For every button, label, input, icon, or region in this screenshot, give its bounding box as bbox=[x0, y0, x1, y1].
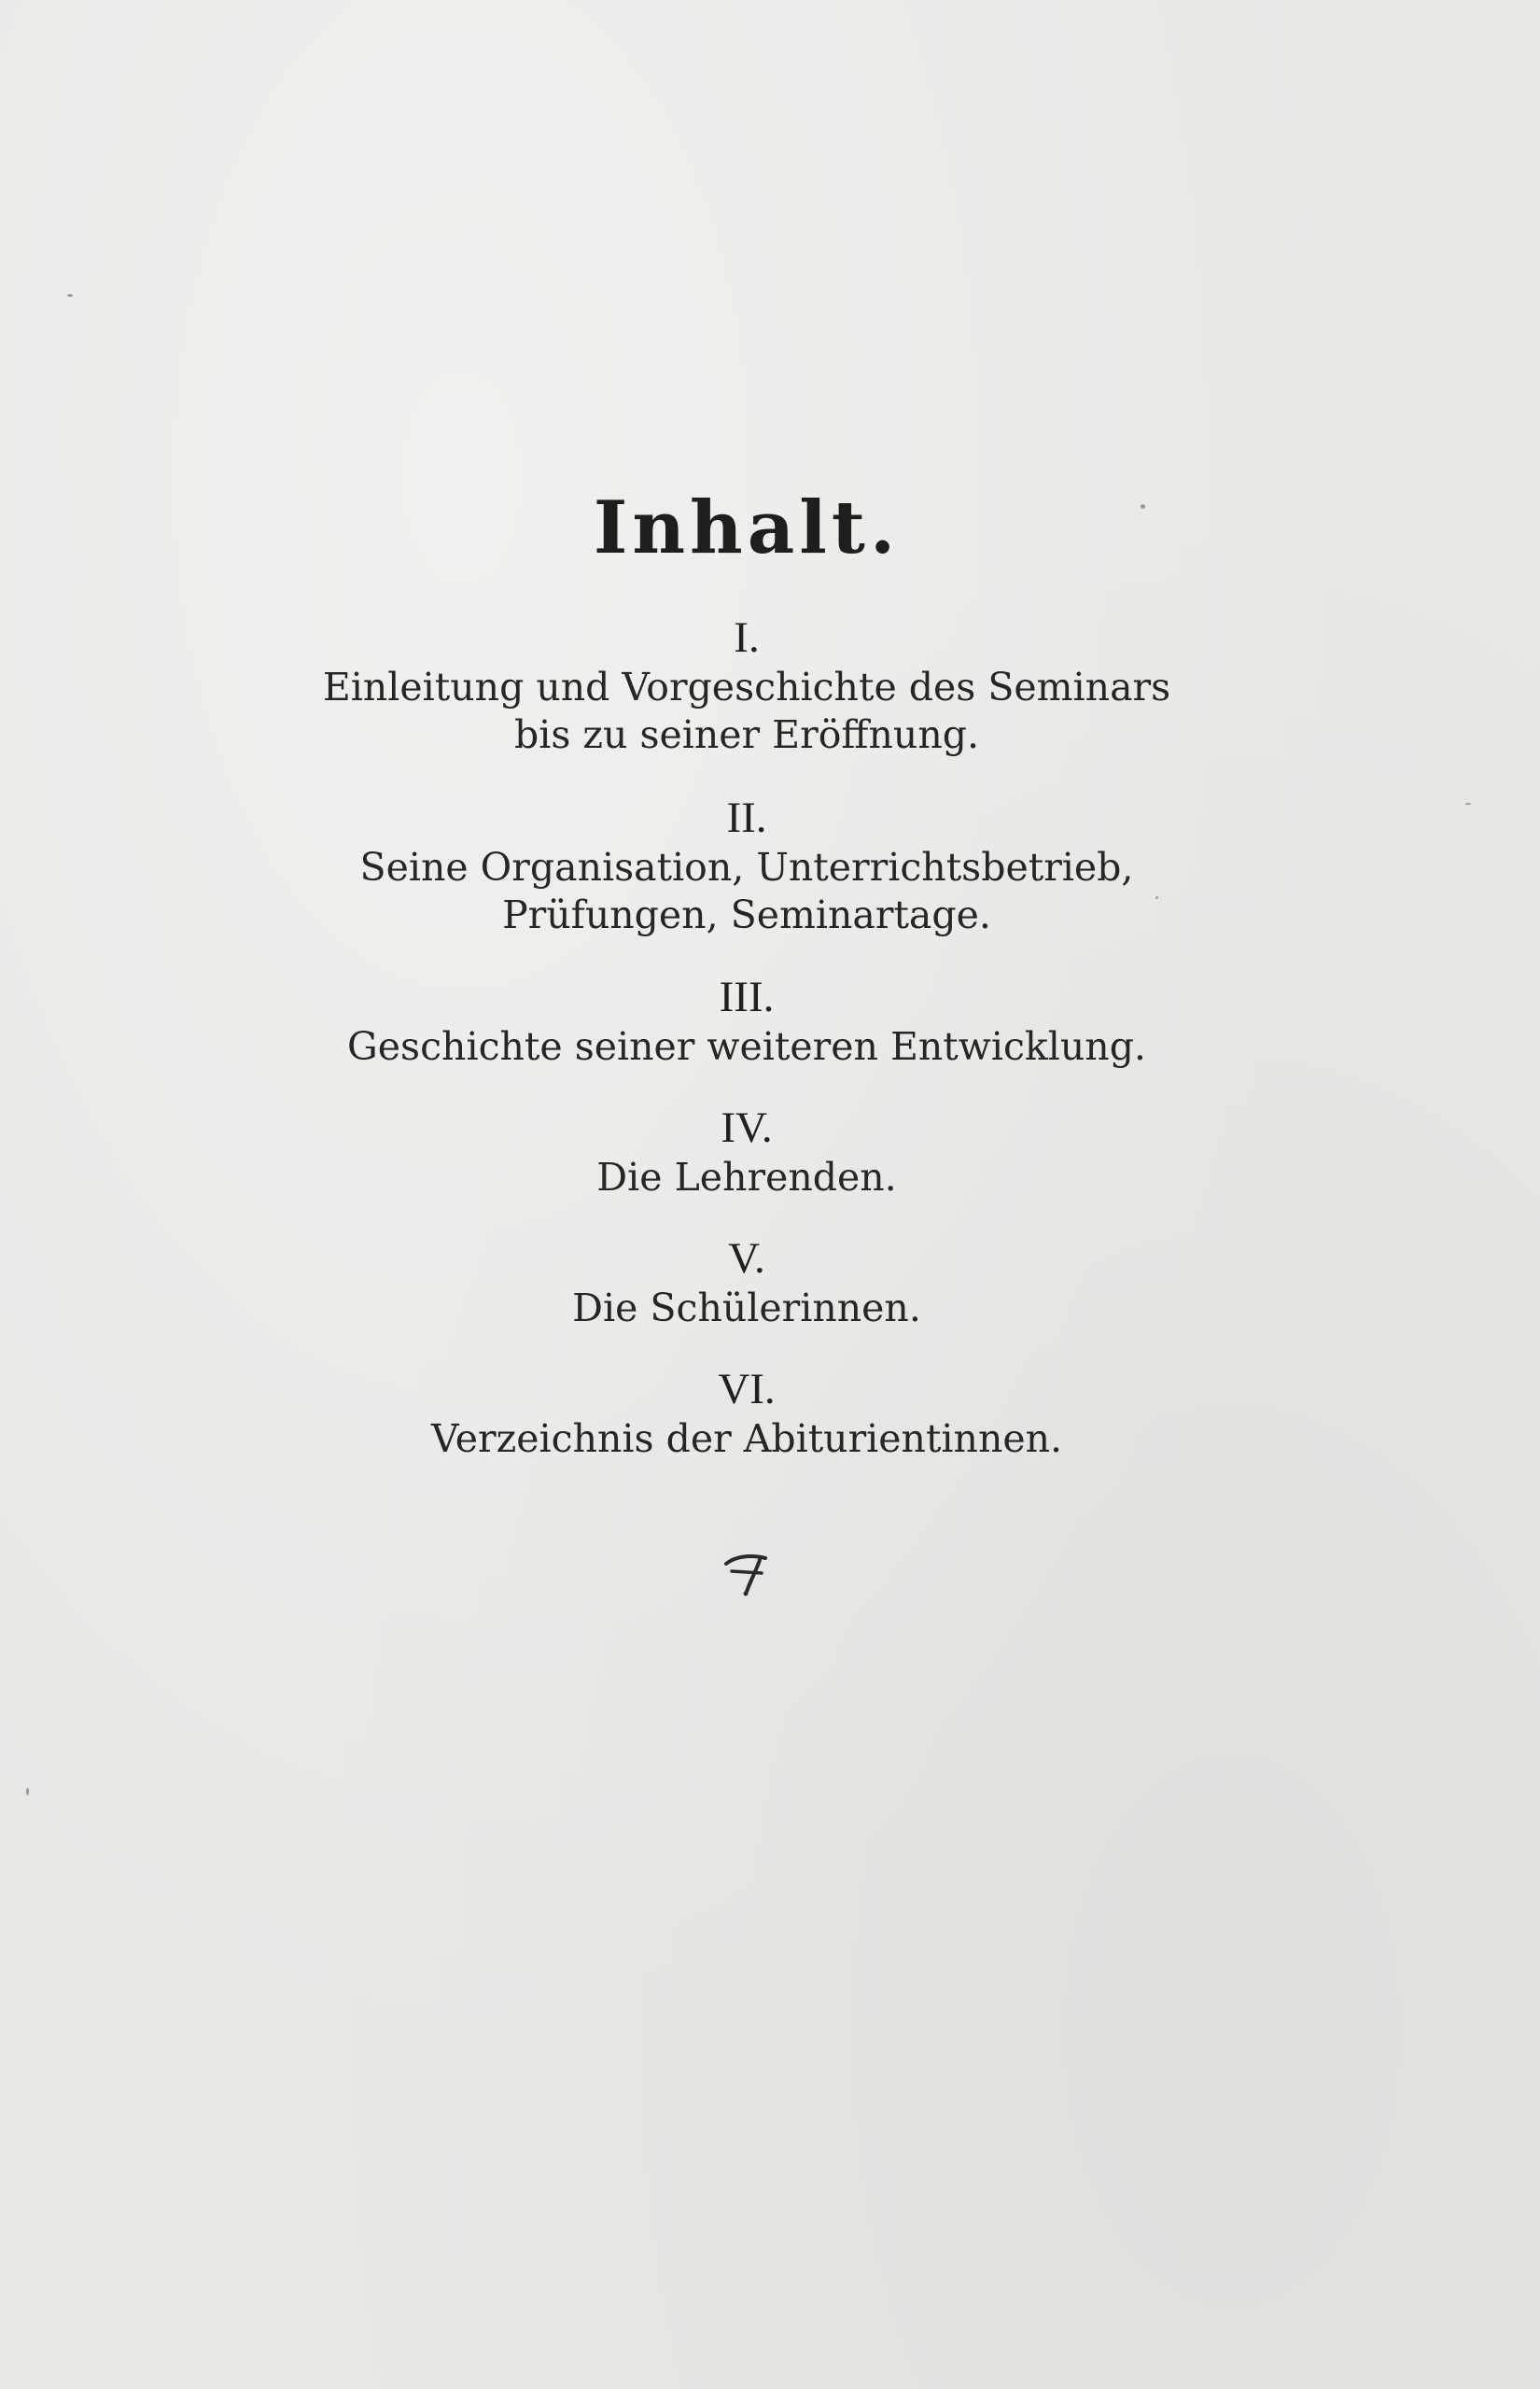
page-title: Inhalt. bbox=[593, 485, 901, 570]
toc-line: Seine Organisation, Unterrichtsbetrieb, bbox=[359, 845, 1134, 890]
toc-line: bis zu seiner Eröffnung. bbox=[513, 712, 980, 757]
toc-line: Die Lehrenden. bbox=[596, 1155, 897, 1200]
toc-numeral: I. bbox=[734, 613, 760, 662]
toc-numeral: VI. bbox=[718, 1365, 776, 1413]
toc-entry-6 bbox=[0, 1363, 1493, 1463]
toc-entry-5 bbox=[0, 1232, 1493, 1332]
toc-line: Prüfungen, Seminartage. bbox=[502, 892, 991, 937]
toc-entry-3 bbox=[0, 971, 1493, 1071]
printers-ornament-icon bbox=[719, 1545, 775, 1601]
toc-entry-1 bbox=[0, 611, 1493, 759]
toc-numeral: V. bbox=[728, 1234, 765, 1283]
toc-line: Einleitung und Vorgeschichte des Seminars bbox=[322, 665, 1171, 710]
paper-speck bbox=[1155, 896, 1158, 899]
paper-speck bbox=[67, 294, 73, 297]
toc-numeral: II. bbox=[726, 794, 767, 842]
toc-numeral: III. bbox=[719, 973, 775, 1021]
toc-numeral: IV. bbox=[721, 1103, 773, 1152]
toc-entry-2 bbox=[0, 792, 1493, 939]
paper-speck bbox=[1465, 803, 1471, 805]
paper-speck bbox=[1141, 504, 1145, 509]
paper-speck bbox=[26, 1788, 29, 1795]
toc-line: Geschichte seiner weiteren Entwicklung. bbox=[347, 1024, 1146, 1069]
toc-line: Verzeichnis der Abiturientinnen. bbox=[430, 1416, 1063, 1461]
toc-line: Die Schülerinnen. bbox=[572, 1286, 921, 1330]
toc-entry-4 bbox=[0, 1102, 1493, 1202]
